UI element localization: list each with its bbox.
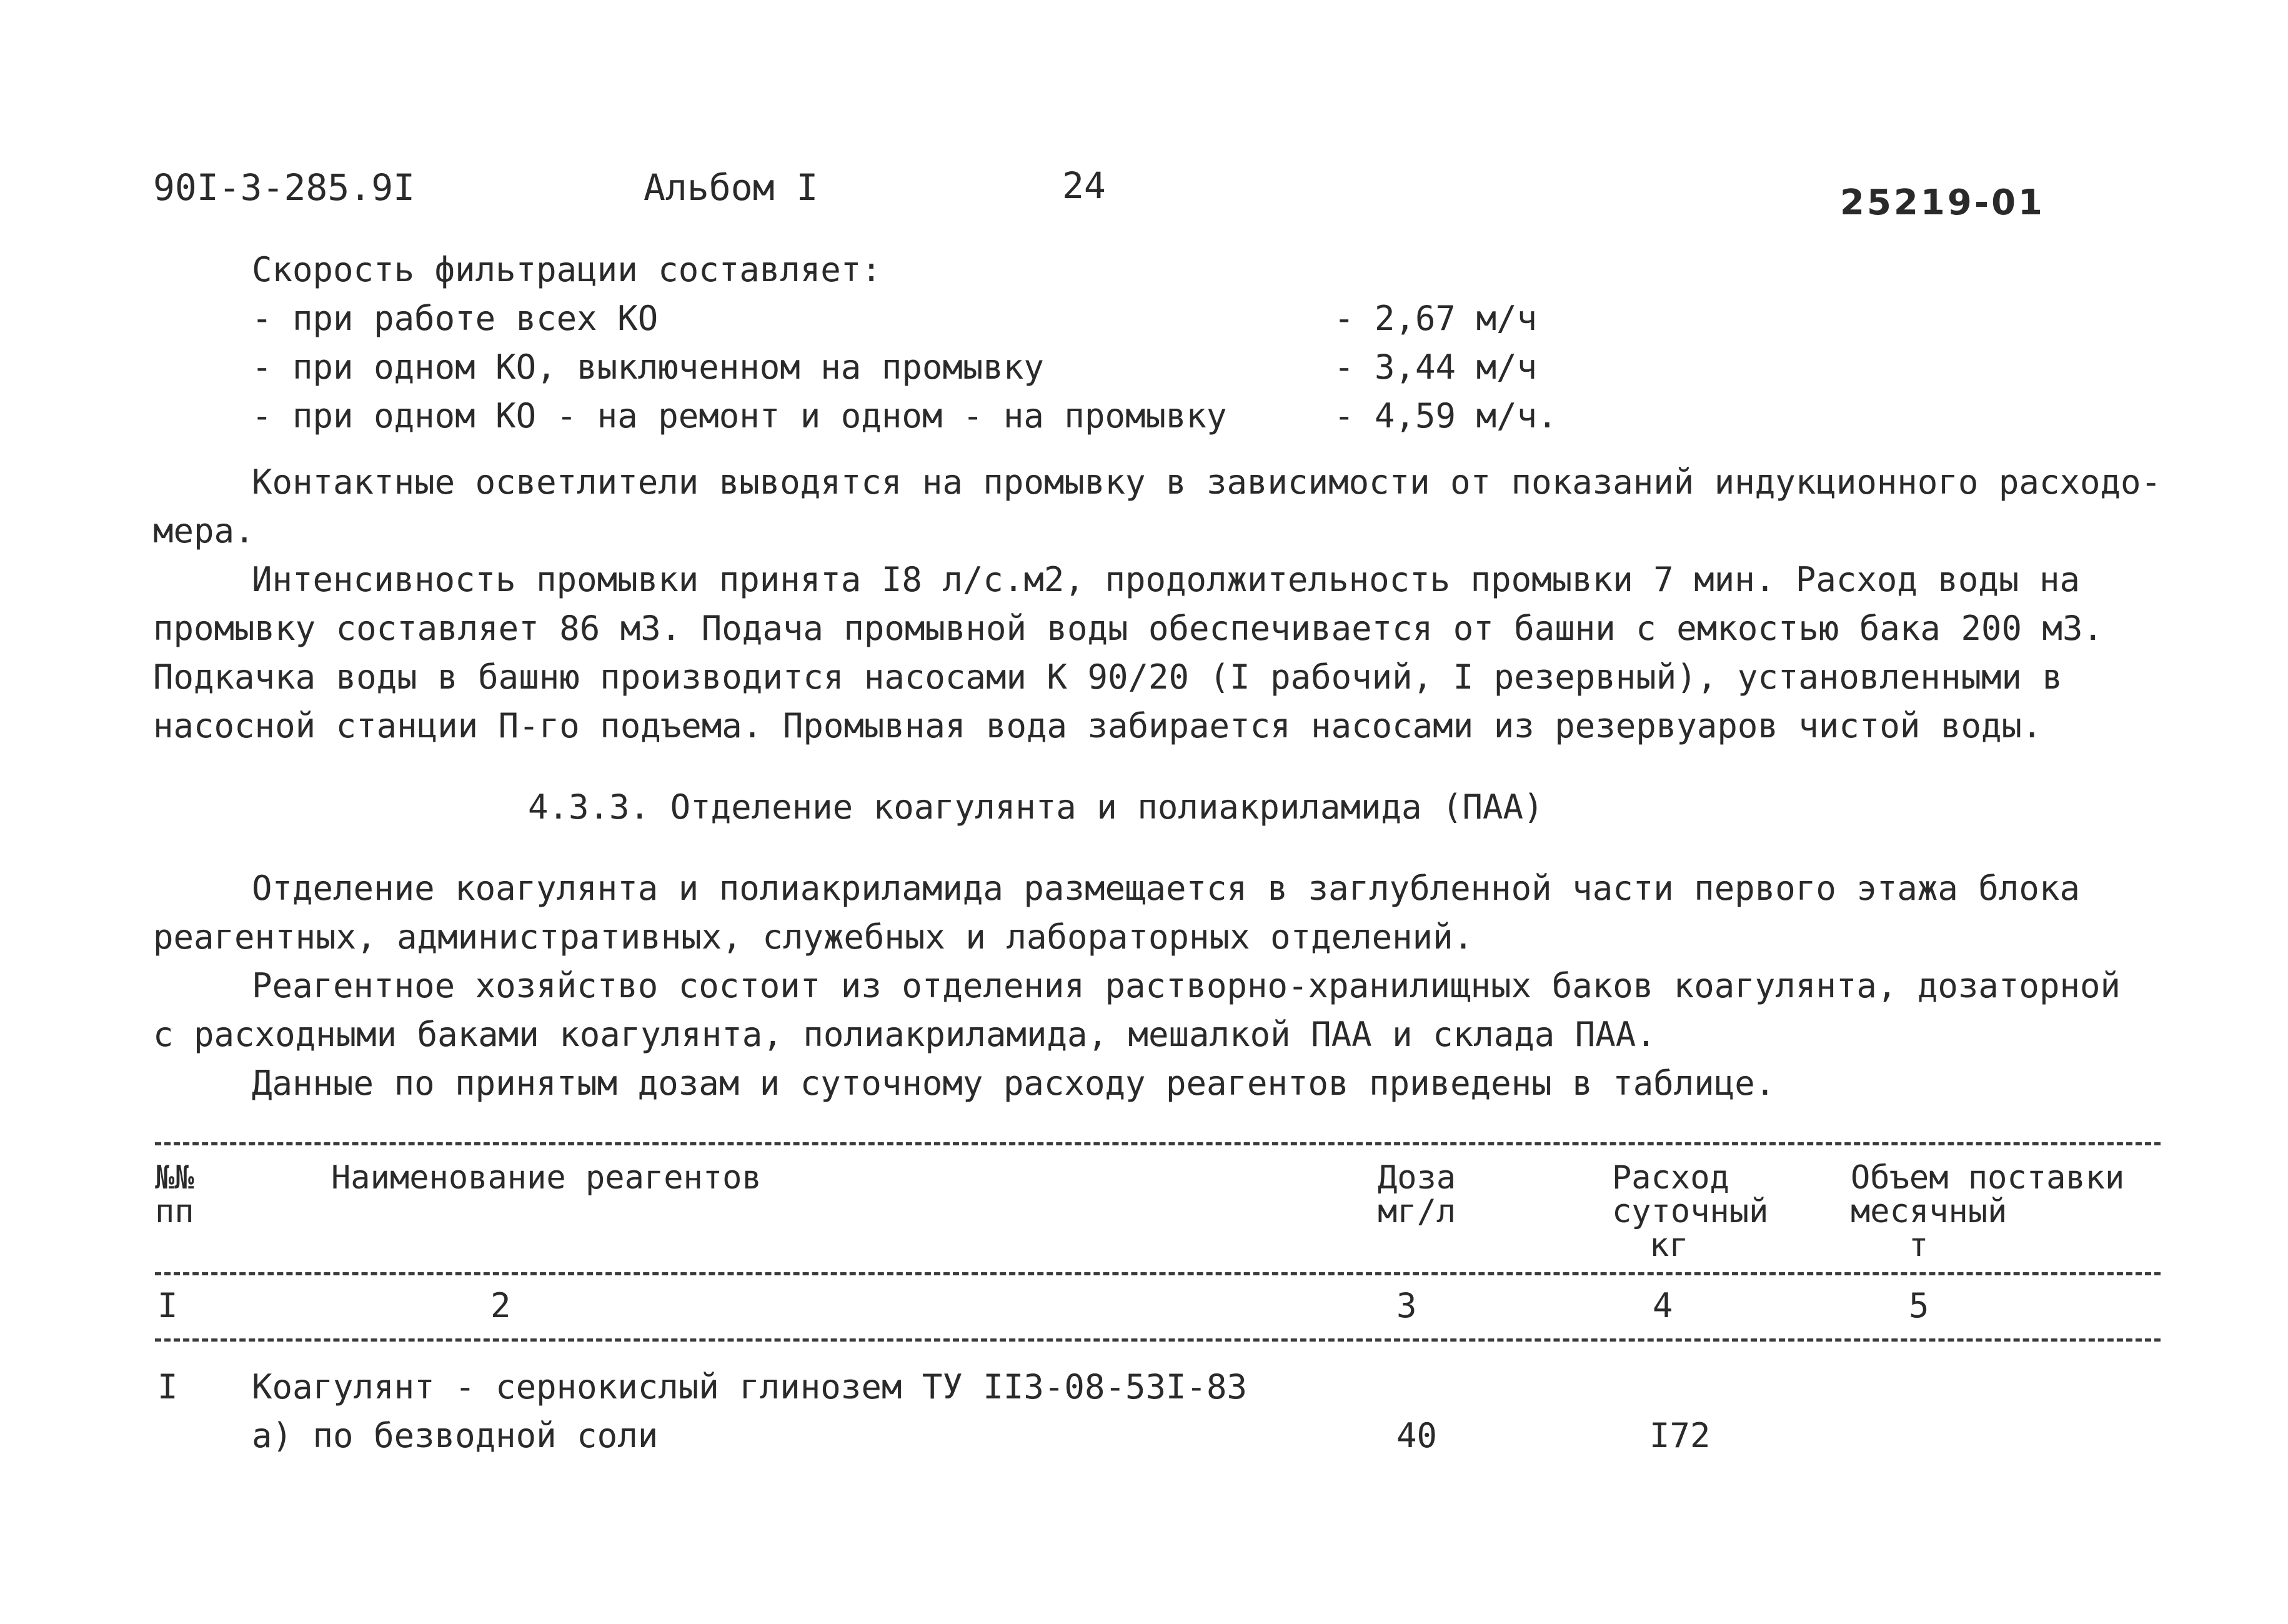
col-number: 5 xyxy=(1909,1286,1929,1325)
header-daily-line1: Расход xyxy=(1612,1159,1729,1197)
paragraph-line: Реагентное хозяйство состоит из отделения растворно-хранилищных баков коагулянта, дозаторной xyxy=(252,966,2121,1005)
col-number: I xyxy=(157,1286,178,1325)
paragraph-line: Данные по принятым дозам и суточному расходу реагентов приведены в таблице. xyxy=(252,1064,1776,1103)
row-name: а) по безводной соли xyxy=(252,1416,659,1455)
header-num-line2: пп xyxy=(155,1193,194,1230)
filtration-row-value: - 4,59 м/ч. xyxy=(1334,396,1558,436)
filtration-row-label: - при одном КО, выключенном на промывку xyxy=(252,347,1044,387)
table-numbers-rule xyxy=(155,1338,2161,1342)
row-daily: I72 xyxy=(1649,1416,1711,1455)
header-num-line1: №№ xyxy=(155,1159,194,1197)
col-number: 3 xyxy=(1396,1286,1417,1325)
row-dose: 40 xyxy=(1396,1416,1438,1455)
filtration-row-label: - при работе всех КО xyxy=(252,299,659,338)
header-daily-line3: кг xyxy=(1649,1227,1689,1264)
header-monthly-line1: Объем поставки xyxy=(1851,1159,2125,1197)
album-label: Альбом I xyxy=(644,166,818,209)
paragraph-line: насосной станции П-го подъема. Промывная вода забирается насосами из резервуаров чистой воды. xyxy=(153,706,2042,745)
row-num: I xyxy=(157,1367,178,1407)
paragraph-line: Отделение коагулянта и полиакриламида размещается в заглубленной части первого этажа блока xyxy=(252,869,2080,908)
paragraph-line: мера. xyxy=(153,511,255,550)
col-number: 2 xyxy=(490,1286,511,1325)
paragraph-line: промывку составляет 86 м3. Подача промывной воды обеспечивается от башни с емкостью бака 200 м3. xyxy=(153,609,2104,648)
paragraph-line: с расходными баками коагулянта, полиакриламида, мешалкой ПАА и склада ПАА. xyxy=(153,1015,1656,1054)
paragraph-line: Интенсивность промывки принята I8 л/с.м2, продолжительность промывки 7 мин. Расход воды на xyxy=(252,560,2080,599)
paragraph-line: Контактные осветлители выводятся на промывку в зависимости от показаний индукционного расходо- xyxy=(252,462,2162,502)
filtration-title: Скорость фильтрации составляет: xyxy=(252,250,882,289)
section-heading: 4.3.3. Отделение коагулянта и полиакриламида (ПАА) xyxy=(528,787,1544,827)
page-number: 24 xyxy=(1062,164,1106,207)
table-header-rule xyxy=(155,1272,2161,1275)
header-monthly-line3: т xyxy=(1909,1227,1929,1264)
table-top-rule xyxy=(155,1142,2161,1145)
header-name: Наименование реагентов xyxy=(331,1159,762,1197)
document-code: 90I-3-285.9I xyxy=(153,166,415,209)
header-dose-line1: Доза xyxy=(1378,1159,1456,1197)
row-name: Коагулянт - сернокислый глинозем ТУ II3-08-53I-83 xyxy=(252,1367,1248,1407)
paragraph-line: Подкачка воды в башню производится насосами К 90/20 (I рабочий, I резервный), установленными в xyxy=(153,657,2063,697)
header-daily-line2: суточный xyxy=(1612,1193,1769,1230)
inventory-number: 25219-01 xyxy=(1840,182,2045,223)
filtration-row-label: - при одном КО - на ремонт и одном - на промывку xyxy=(252,396,1227,436)
header-monthly-line2: месячный xyxy=(1851,1193,2007,1230)
filtration-row-value: - 3,44 м/ч xyxy=(1334,347,1538,387)
header-dose-line2: мг/л xyxy=(1378,1193,1456,1230)
col-number: 4 xyxy=(1653,1286,1673,1325)
paragraph-line: реагентных, административных, служебных и лабораторных отделений. xyxy=(153,917,1474,957)
filtration-row-value: - 2,67 м/ч xyxy=(1334,299,1538,338)
